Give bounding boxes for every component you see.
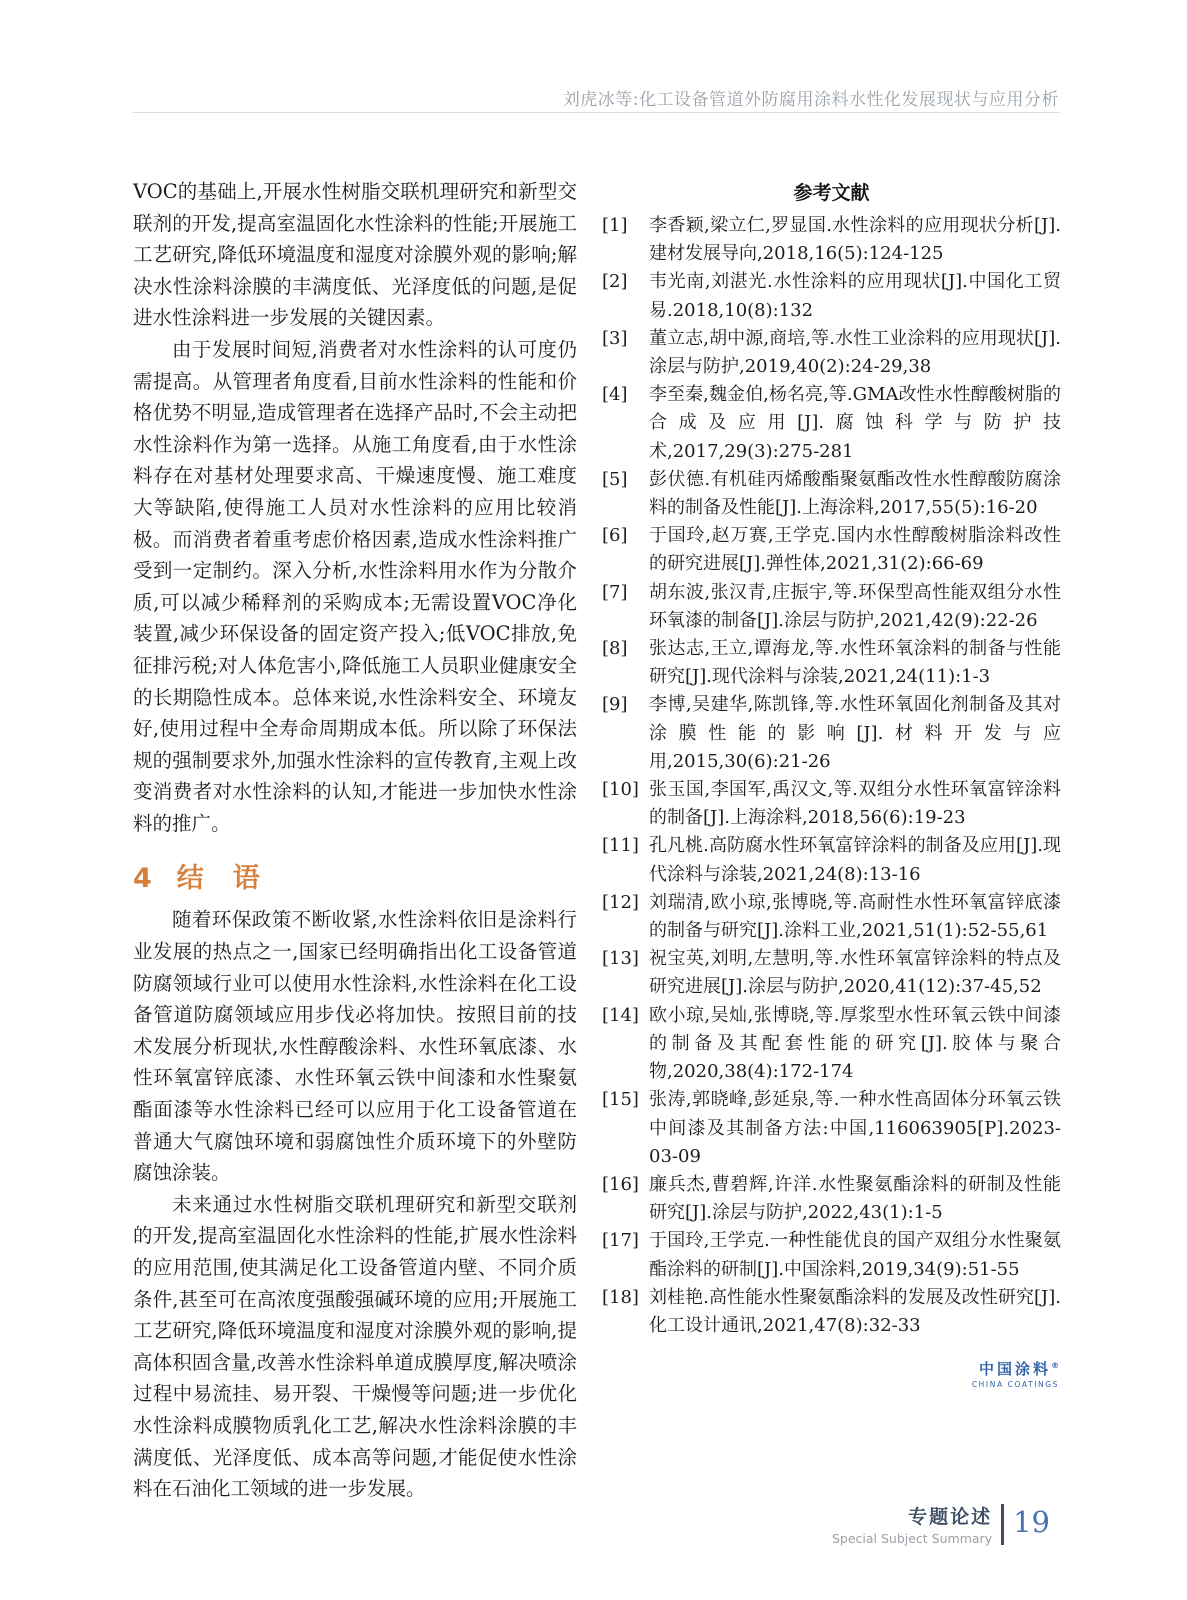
reference-label: [1] [602, 215, 628, 236]
reference-text: 李至秦,魏金伯,杨名亮,等.GMA改性水性醇酸树脂的合成及应用[J].腐蚀科学与防护技术,2017,29(3):275-281 [649, 384, 1061, 462]
section-title: 结 语 [176, 863, 261, 895]
reference-item [602, 268, 1061, 324]
reference-text: 张涛,郭晓峰,彭延泉,等.一种水性高固体分环氧云铁中间漆及其制备方法:中国,116063905[P].2023-03-09 [649, 1089, 1061, 1167]
paragraph-policy: 随着环保政策不断收紧,水性涂料依旧是涂料行业发展的热点之一,国家已经明确指出化工设备管道防腐领域行业可以使用水性涂料,水性涂料在化工设备管道防腐领域应用步伐必将加快。按照目前的技术发展分析现状,水性醇酸涂料、水性环氧底漆、水性环氧富锌底漆、水性环氧云铁中间漆和水性聚氨酯面漆等水性涂料已经可以应用于化工设备管道在普通大气腐蚀环境和弱腐蚀性介质环境下的外壁防腐蚀涂装。 [133, 908, 577, 1185]
paragraph-consumer: 由于发展时间短,消费者对水性涂料的认可度仍需提高。从管理者角度看,目前水性涂料的性能和价格优势不明显,造成管理者在选择产品时,不会主动把水性涂料作为第一选择。从施工角度看,由于水性涂料存在对基材处理要求高、干燥速度慢、施工难度大等缺陷,使得施工人员对水性涂料的应用比较消极。而消费者着重考虑价格因素,造成水性涂料推广受到一定制约。深入分析,水性涂料用水作为分散介质,可以减少稀释剂的采购成本;无需设置VOC净化装置,减少环保设备的固定资产投入;低VOC排放,免征排污税;对人体危害小,降低施工人员职业健康安全的长期隐性成本。总体来说,水性涂料安全、环境友好,使用过程中全寿命周期成本低。所以除了环保法规的强制要求外,加强水性涂料的宣传教育,主观上改变消费者对水性涂料的认知,才能进一步加快水性涂料的推广。 [133, 337, 577, 835]
reference-text: 刘桂艳.高性能水性聚氨酯涂料的发展及改性研究[J].化工设计通讯,2021,47(8):32-33 [649, 1286, 1061, 1336]
page-content [133, 176, 1061, 1505]
reference-label: [10] [602, 779, 639, 801]
logo-en-text: CHINA COATINGS [971, 1380, 1059, 1390]
reference-text: 彭伏德.有机硅丙烯酸酯聚氨酯改性水性醇酸防腐涂料的制备及性能[J].上海涂料,2017,55(5):16-20 [649, 468, 1061, 519]
reference-item [602, 832, 1061, 888]
reference-label: [11] [602, 835, 639, 857]
references-column [602, 176, 1061, 1505]
reference-label: [18] [602, 1286, 639, 1308]
reference-item [602, 381, 1061, 466]
reference-text: 孔凡桃.高防腐水性环氧富锌涂料的制备及应用[J].现代涂料与涂装,2021,24(8):13-16 [649, 835, 1061, 885]
reference-item [602, 635, 1061, 691]
reference-label: [12] [602, 891, 639, 913]
footer-section-en: Special Subject Summary [831, 1531, 993, 1546]
reference-text: 欧小琼,吴灿,张博晓,等.厚浆型水性环氧云铁中间漆的制备及其配套性能的研究[J].胶体与聚合物,2020,38(4):172-174 [649, 1004, 1061, 1083]
page-footer [832, 1502, 1050, 1546]
reference-text: 于国玲,赵万赛,王学克.国内水性醇酸树脂涂料改性的研究进展[J].弹性体,2021,31(2):66-69 [649, 525, 1061, 575]
reference-item [602, 579, 1061, 635]
page-number: 19 [1013, 1505, 1050, 1539]
reference-label: [2] [602, 271, 628, 293]
footer-section-block [832, 1502, 992, 1546]
reference-text: 张达志,王立,谭海龙,等.水性环氧涂料的制备与性能研究[J].现代涂料与涂装,2021,24(11):1-3 [649, 638, 1061, 688]
reference-label: [13] [602, 948, 639, 970]
reference-text: 祝宝英,刘明,左慧明,等.水性环氧富锌涂料的特点及研究进展[J].涂层与防护,2020,41(12):37-45,52 [649, 948, 1061, 998]
reference-text: 于国玲,王学克.一种性能优良的国产双组分水性聚氨酯涂料的研制[J].中国涂料,2019,34(9):51-55 [649, 1230, 1061, 1280]
reference-text: 李香颖,梁立仁,罗显国.水性涂料的应用现状分析[J].建材发展导向,2018,16(5):124-125 [649, 215, 1061, 265]
reference-text: 廉兵杰,曹碧辉,许洋.水性聚氨酯涂料的研制及性能研究[J].涂层与防护,2022,43(1):1-5 [649, 1173, 1061, 1224]
reference-label: [5] [602, 468, 628, 490]
reference-text: 李博,吴建华,陈凯锋,等.水性环氧固化剂制备及其对涂膜性能的影响[J].材料开发与应用,2015,30(6):21-26 [649, 694, 1061, 772]
reference-item [602, 1284, 1061, 1340]
reference-item [602, 1002, 1061, 1087]
reference-label: [6] [602, 525, 628, 547]
reference-item [602, 776, 1061, 832]
section-heading-conclusion [133, 856, 577, 895]
registered-mark-icon: ® [1051, 1361, 1059, 1371]
reference-label: [4] [602, 384, 628, 406]
reference-label: [14] [602, 1004, 639, 1026]
reference-label: [17] [602, 1230, 639, 1252]
reference-item [602, 1227, 1061, 1283]
reference-label: [9] [602, 694, 628, 716]
reference-item [602, 522, 1061, 578]
reference-label: [8] [602, 638, 628, 660]
reference-item [602, 1086, 1061, 1171]
footer-divider [1001, 1504, 1004, 1545]
running-head-title: 刘虎冰等:化工设备管道外防腐用涂料水性化发展现状与应用分析 [562, 90, 1059, 110]
reference-item [602, 889, 1061, 945]
references-title: 参考文献 [793, 182, 870, 204]
reference-label: [7] [602, 581, 628, 603]
reference-text: 张玉国,李国军,禹汉文,等.双组分水性环氧富锌涂料的制备[J].上海涂料,2018,56(6):19-23 [649, 779, 1061, 829]
left-column [133, 176, 577, 1505]
paragraph-voc: VOC的基础上,开展水性树脂交联机理研究和新型交联剂的开发,提高室温固化水性涂料的性能;开展施工工艺研究,降低环境温度和湿度对涂膜外观的影响;解决水性涂料涂膜的丰满度低、光泽度低的问题,是促进水性涂料进一步发展的关键因素。 [133, 180, 577, 330]
reference-label: [16] [602, 1173, 639, 1195]
reference-item [602, 1171, 1061, 1227]
reference-item [602, 325, 1061, 381]
reference-label: [3] [602, 327, 628, 349]
reference-text: 刘瑞清,欧小琼,张博晓,等.高耐性水性环氧富锌底漆的制备与研究[J].涂料工业,2021,51(1):52-55,61 [649, 891, 1061, 942]
header-rule [133, 112, 1060, 113]
china-coatings-logo [602, 1358, 1061, 1389]
reference-item [602, 691, 1061, 776]
reference-text: 董立志,胡中源,商培,等.水性工业涂料的应用现状[J].涂层与防护,2019,40(2):24-29,38 [649, 327, 1061, 378]
reference-label: [15] [602, 1089, 639, 1111]
reference-item [602, 945, 1061, 1001]
footer-section-cn: 专题论述 [908, 1506, 993, 1528]
reference-item [602, 466, 1061, 522]
paragraph-future: 未来通过水性树脂交联机理研究和新型交联剂的开发,提高室温固化水性涂料的性能,扩展水性涂料的应用范围,使其满足化工设备管道内壁、不同介质条件,甚至可在高浓度强酸强碱环境的应用;开展施工工艺研究,降低环境温度和湿度对涂膜外观的影响,提高体积固含量,改善水性涂料单道成膜厚度,解决喷涂过程中易流挂、易开裂、干燥慢等问题;进一步优化水性涂料成膜物质乳化工艺,解决水性涂料涂膜的丰满度低、光泽度低、成本高等问题,才能促使水性涂料在石油化工领域的进一步发展。 [133, 1192, 577, 1501]
reference-text: 胡东波,张汉青,庄振宇,等.环保型高性能双组分水性环氧漆的制备[J].涂层与防护,2021,42(9):22-26 [649, 581, 1061, 631]
section-number: 4 [133, 863, 153, 895]
reference-text: 韦光南,刘湛光.水性涂料的应用现状[J].中国化工贸易.2018,10(8):132 [649, 271, 1061, 321]
reference-item [602, 212, 1061, 268]
logo-cn-text: 中国涂料® [978, 1360, 1059, 1379]
